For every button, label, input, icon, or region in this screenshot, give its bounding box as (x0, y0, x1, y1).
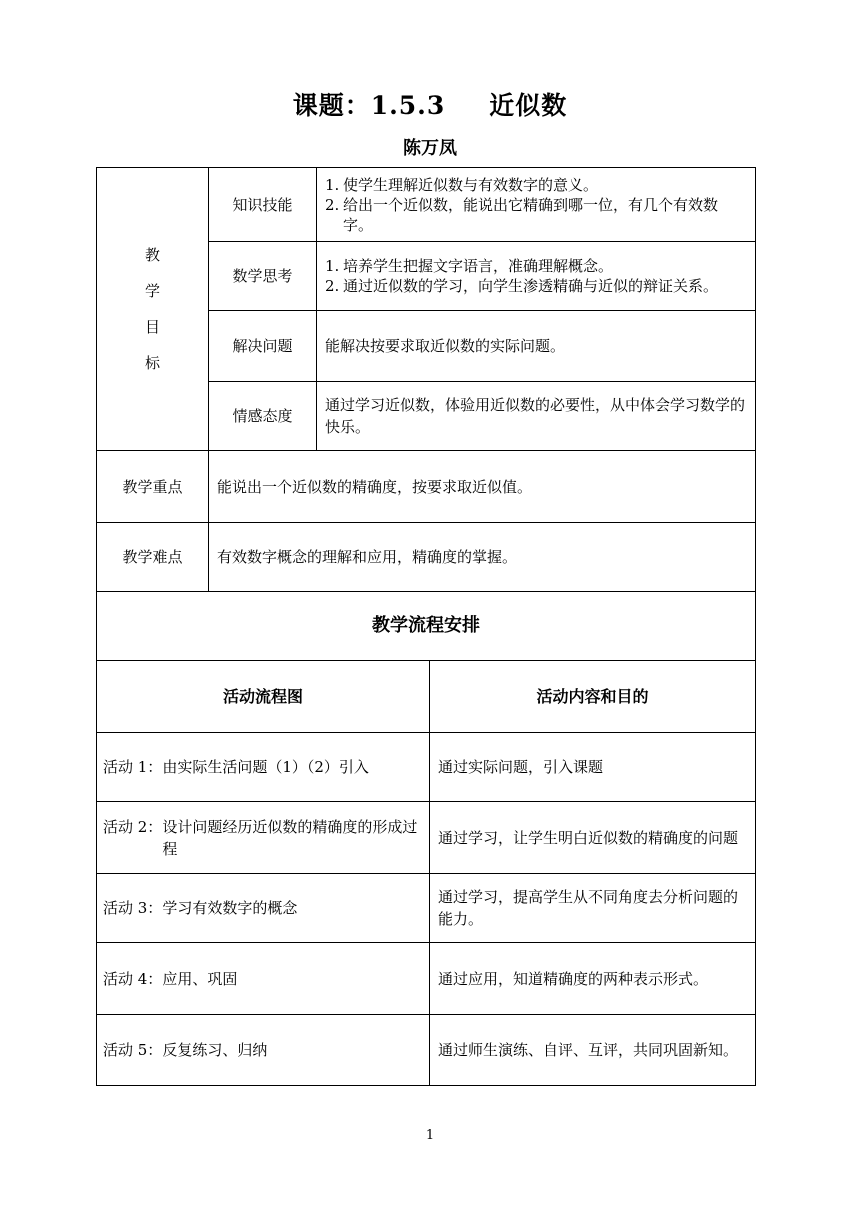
activity-step (96, 942, 430, 1015)
item-number: 1. (325, 175, 340, 194)
activity-text: 由实际生活问题（1）（2）引入 (162, 758, 369, 776)
activity-text: 反复练习、归纳 (162, 1041, 268, 1059)
title-name: 近似数 (489, 91, 568, 120)
objective-content (316, 167, 756, 242)
activity-step (96, 873, 430, 943)
objective-content (316, 241, 756, 311)
item-text: 使学生理解近似数与有效数字的意义。 (343, 175, 599, 194)
objective-content: 通过学习近似数，体验用近似数的必要性，从中体会学习数学的快乐。 (316, 381, 756, 451)
activity-text: 学习有效数字的概念 (162, 899, 298, 917)
objectives-label-char: 学 (144, 282, 160, 300)
objective-category: 解决问题 (208, 310, 317, 382)
item-number: 2. (325, 277, 340, 295)
item-number: 2. (325, 195, 340, 214)
flow-heading: 教学流程安排 (96, 591, 756, 661)
flow-col-right-header: 活动内容和目的 (429, 660, 756, 733)
activity-purpose: 通过学习，让学生明白近似数的精确度的问题 (429, 801, 756, 874)
activity-purpose: 通过师生演练、自评、互评，共同巩固新知。 (429, 1014, 756, 1086)
activity-step (96, 732, 430, 802)
activity-label: 活动 3： (103, 899, 163, 917)
author-name: 陈万凤 (403, 138, 457, 159)
activity-label: 活动 2： (103, 817, 163, 836)
activity-label: 活动 1： (103, 758, 163, 776)
activity-step (96, 1014, 430, 1086)
activity-purpose: 通过实际问题，引入课题 (429, 732, 756, 802)
objective-category: 数学思考 (208, 241, 317, 311)
activity-label: 活动 5： (103, 1041, 163, 1059)
activity-purpose: 通过应用，知道精确度的两种表示形式。 (429, 942, 756, 1015)
activity-step (96, 801, 430, 874)
item-text: 通过近似数的学习，向学生渗透精确与近似的辩证关系。 (343, 277, 719, 295)
objectives-label-char: 标 (144, 354, 160, 372)
objectives-label-char: 教 (144, 246, 160, 264)
objective-item (325, 276, 747, 296)
objective-content: 能解决按要求取近似数的实际问题。 (316, 310, 756, 382)
difficulty-label: 教学难点 (96, 522, 209, 592)
item-number: 1. (325, 257, 340, 275)
key-point-label: 教学重点 (96, 450, 209, 523)
objective-category: 知识技能 (208, 167, 317, 242)
item-text: 培养学生把握文字语言，准确理解概念。 (343, 257, 614, 275)
flow-col-left-header: 活动流程图 (96, 660, 430, 733)
activity-purpose: 通过学习，提高学生从不同角度去分析问题的能力。 (429, 873, 756, 943)
objectives-label-char: 目 (144, 318, 160, 336)
activity-text: 应用、巩固 (162, 969, 238, 988)
objective-item (325, 175, 747, 195)
difficulty-text: 有效数字概念的理解和应用，精确度的掌握。 (208, 522, 756, 592)
item-text: 给出一个近似数，能说出它精确到哪一位，有几个有效数字。 (343, 195, 719, 234)
document-title (0, 86, 860, 122)
objective-item (325, 195, 747, 235)
objectives-label (96, 167, 209, 451)
page-number: 1 (425, 1128, 435, 1143)
objective-category: 情感态度 (208, 381, 317, 451)
title-code: 课题：1.5.3 (292, 91, 446, 120)
objective-item (325, 256, 747, 276)
activity-label: 活动 4： (103, 969, 163, 988)
key-point-text: 能说出一个近似数的精确度，按要求取近似值。 (208, 450, 756, 523)
activity-text: 设计问题经历近似数的精确度的形成过程 (162, 817, 418, 858)
